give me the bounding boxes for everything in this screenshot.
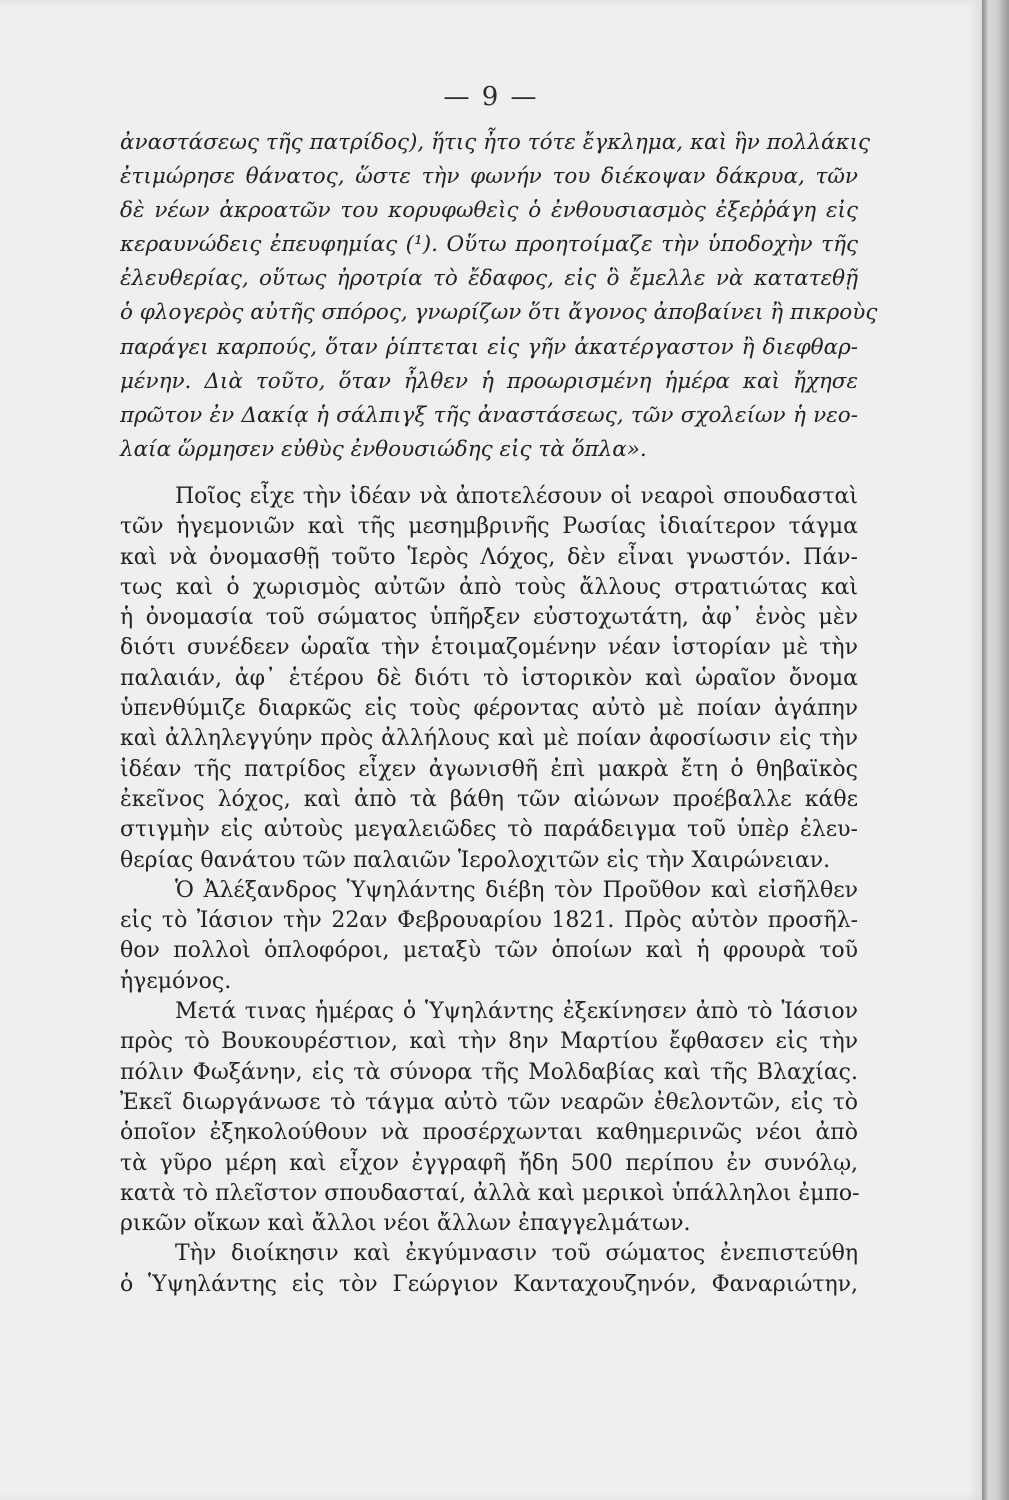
- text-line: λαία ὥρμησεν εὐθὺς ἐνθουσιώδης εἰς τὰ ὅπλα».: [120, 436, 647, 462]
- text-line: Ποῖος εἶχε τὴν ἰδέαν νὰ ἀποτελέσουν οἱ νεαροὶ σπουδασταὶ: [175, 484, 858, 509]
- text-line: διότι συνέδεεν ὡραῖα τὴν ἑτοιμαζομένην νέαν ἱστορίαν μὲ τὴν: [120, 635, 858, 661]
- text-line: κατὰ τὸ πλεῖστον σπουδασταί, ἀλλὰ καὶ μερικοὶ ὑπάλληλοι ἐμπο-: [120, 1180, 860, 1206]
- text-line: ἰδέαν τῆς πατρίδος εἶχεν ἀγωνισθῆ ἐπὶ μακρὰ ἔτη ὁ θηβαϊκὸς: [120, 756, 858, 782]
- text-line: Ἐκεῖ διωργάνωσε τὸ τάγμα αὐτὸ τῶν νεαρῶν ἐθελοντῶν, εἰς τὸ: [120, 1089, 858, 1115]
- text-line: ὁ φλογερὸς αὐτῆς σπόρος, γνωρίζων ὅτι ἄγονος ἀποβαίνει ἢ πικροὺς: [120, 300, 878, 326]
- text-line: δὲ νέων ἀκροατῶν του κορυφωθεὶς ὁ ἐνθουσιασμὸς ἐξεῤῥάγη εἰς: [120, 198, 858, 224]
- text-line: ἡγεμόνος.: [120, 968, 232, 994]
- text-line: ἀναστάσεως τῆς πατρίδος), ἥτις ἦτο τότε ἔγκλημα, καὶ ἣν πολλάκις: [120, 130, 871, 155]
- body-text: [120, 482, 858, 1300]
- text-line: Ὁ Ἀλέξανδρος Ὑψηλάντης διέβη τὸν Προῦθον καὶ εἰσῆλθεν: [175, 877, 858, 903]
- text-line: πρῶτον ἐν Δακίᾳ ἡ σάλπιγξ τῆς ἀναστάσεως, τῶν σχολείων ἡ νεο-: [120, 402, 858, 428]
- text-line: ὑπενθύμιζε διαρκῶς εἰς τοὺς φέροντας αὐτὸ μὲ ποίαν ἀγάπην: [120, 696, 858, 722]
- text-line: ἐκεῖνος λόχος, καὶ ἀπὸ τὰ βάθη τῶν αἰώνων προέβαλλε κάθε: [120, 786, 858, 812]
- text-line: Μετά τινας ἡμέρας ὁ Ὑψηλάντης ἐξεκίνησεν ἀπὸ τὸ Ἰάσιον: [175, 999, 858, 1025]
- text-line: πόλιν Φωξάνην, εἰς τὰ σύνορα τῆς Μολδαβίας καὶ τῆς Βλαχίας.: [120, 1059, 858, 1085]
- text-line: τὰ γῦρο μέρη καὶ εἶχον ἐγγραφῆ ἤδη 500 περίπου ἐν συνόλῳ,: [120, 1150, 858, 1176]
- text-line: ἡ ὀνομασία τοῦ σώματος ὑπῆρξεν εὐστοχωτάτη, ἀφ᾽ ἑνὸς μὲν: [120, 605, 858, 631]
- text-line: τῶν ἡγεμονιῶν καὶ τῆς μεσημβρινῆς Ρωσίας ἰδιαίτερον τάγμα: [120, 514, 858, 540]
- text-line: παλαιάν, ἀφ᾽ ἑτέρου δὲ διότι τὸ ἱστορικὸν καὶ ὡραῖον ὄνομα: [120, 665, 858, 691]
- text-line: θον πολλοὶ ὁπλοφόροι, μεταξὺ τῶν ὁποίων καὶ ἡ φρουρὰ τοῦ: [120, 938, 858, 964]
- text-line: καὶ νὰ ὀνομασθῇ τοῦτο Ἱερὸς Λόχος, δὲν εἶναι γνωστόν. Πάν-: [120, 544, 858, 570]
- text-line: ἐτιμώρησε θάνατος, ὥστε τὴν φωνήν του διέκοψαν δάκρυα, τῶν: [120, 164, 858, 190]
- text-line: καὶ ἀλληλεγγύην πρὸς ἀλλήλους καὶ μὲ ποίαν ἀφοσίωσιν εἰς τὴν: [120, 726, 858, 752]
- book-page-edge: [982, 0, 1009, 1500]
- text-line: κεραυνώδεις ἐπευφημίας (¹). Οὕτω προητοίμαζε τὴν ὑποδοχὴν τῆς: [120, 232, 858, 258]
- text-line: ρικῶν οἴκων καὶ ἄλλοι νέοι ἄλλων ἐπαγγελμάτων.: [120, 1211, 691, 1237]
- text-line: στιγμὴν εἰς αὐτοὺς μεγαλειῶδες τὸ παράδειγμα τοῦ ὑπὲρ ἐλευ-: [120, 817, 858, 843]
- text-line: θερίας θανάτου τῶν παλαιῶν Ἱερολοχιτῶν εἰς τὴν Χαιρώνειαν.: [120, 847, 831, 873]
- text-line: ὁ Ὑψηλάντης εἰς τὸν Γεώργιον Κανταχουζηνόν, Φαναριώτην,: [120, 1271, 858, 1297]
- text-line: Τὴν διοίκησιν καὶ ἐκγύμνασιν τοῦ σώματος ἐνεπιστεύθη: [175, 1241, 858, 1267]
- quoted-passage: [120, 126, 878, 467]
- text-line: εἰς τὸ Ἰάσιον τὴν 22αν Φεβρουαρίου 1821. Πρὸς αὐτὸν προσῆλ-: [120, 908, 858, 934]
- page-number: — 9 —: [443, 82, 539, 112]
- text-line: ὁποῖον ἐξηκολούθουν νὰ προσέρχωνται καθημερινῶς νέοι ἀπὸ: [120, 1120, 858, 1146]
- text-line: παράγει καρπούς, ὅταν ῥίπτεται εἰς γῆν ἀκατέργαστον ἢ διεφθαρ-: [120, 334, 858, 360]
- text-line: τως καὶ ὁ χωρισμὸς αὐτῶν ἀπὸ τοὺς ἄλλους στρατιώτας καὶ: [120, 574, 858, 600]
- text-line: πρὸς τὸ Βουκουρέστιον, καὶ τὴν 8ην Μαρτίου ἔφθασεν εἰς τὴν: [120, 1029, 858, 1055]
- text-line: μένην. Διὰ τοῦτο, ὅταν ἦλθεν ἡ προωρισμένη ἡμέρα καὶ ἤχησε: [120, 368, 858, 394]
- text-line: ἐλευθερίας, οὕτως ἠροτρία τὸ ἔδαφος, εἰς ὃ ἔμελλε νὰ κατατεθῇ: [120, 266, 858, 292]
